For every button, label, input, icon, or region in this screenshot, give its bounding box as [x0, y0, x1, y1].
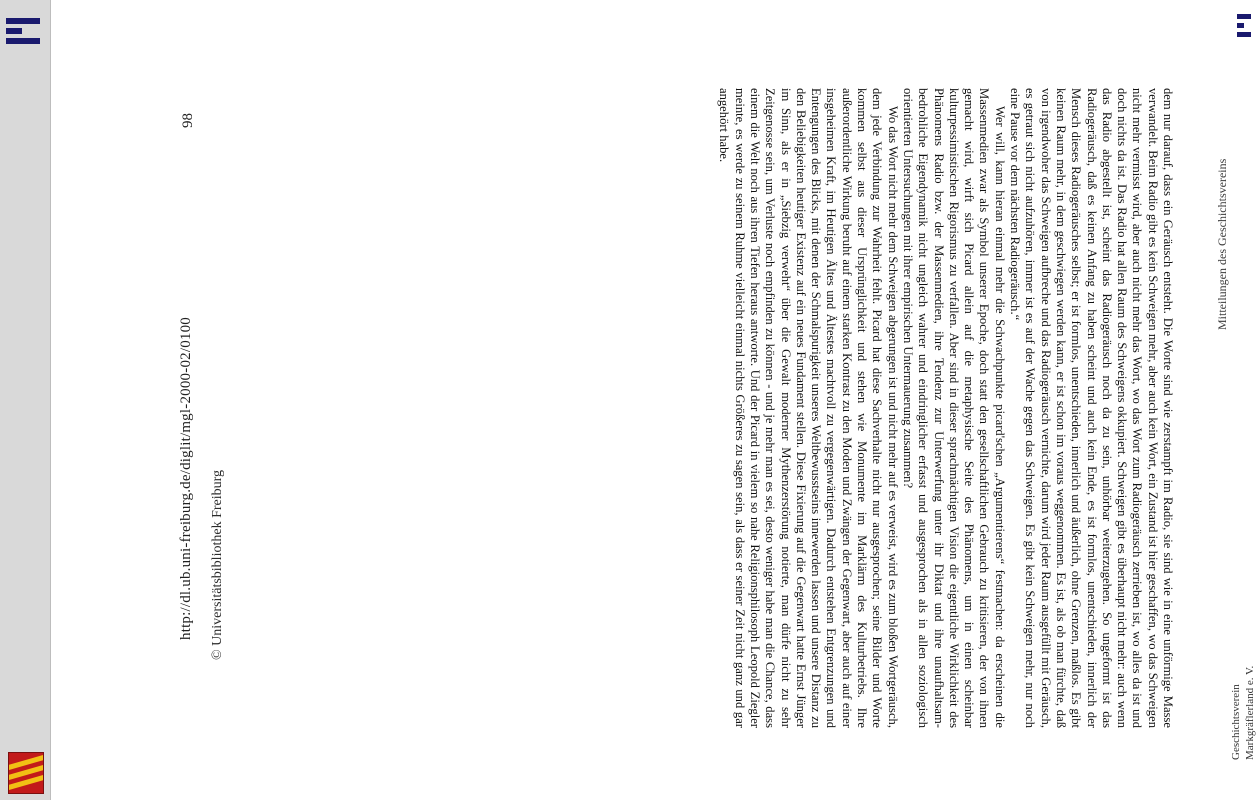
- scan-edge-strip: [0, 0, 51, 800]
- right-registration-marks: [1237, 14, 1251, 41]
- coat-of-arms-emblem: [8, 752, 44, 794]
- registration-mark-bar: [1237, 32, 1251, 37]
- digitisation-url[interactable]: http://dl.ub.uni-freiburg.de/diglit/mgl-2000-02/0100: [178, 316, 194, 640]
- society-name-label: Geschichtsverein Markgräflerland e. V.: [1230, 665, 1256, 760]
- registration-mark-bar: [6, 28, 22, 34]
- registration-marks: [6, 18, 40, 48]
- registration-mark-bar: [6, 38, 40, 44]
- copyright-notice: © Universitätsbibliothek Freiburg: [210, 469, 225, 660]
- text-column-inner: [716, 88, 1175, 728]
- paragraph-3: Wo das Wort nicht mehr dem Schweigen abgerungen ist und nicht mehr auf es verweist, wird es zum bloßen Wortgeräusch, dem jede Verbindung zur Wahrheit fehlt. Picard hat diese Sachverhalte nicht nur ausgesprochen; seine Bilder und Worte kommen selbst aus dieser Ursprünglichkeit und stehen wie Monumente im Marklärm des Kulturbetriebs. Ihre außerordentliche Wirkung beruht auf einem starken Kontrast zu den Moden und Zwängen der Gegenwart, aber auch auf einer insgeheimen Kraft, im Heutigen Ältes und Ältestes machtvoll zu vergegenwärtigen. Dadurch entstehen Entgrenzungen und Entengungen des Blicks, mit denen der Schmalspurigkeit unseres Weltbewusstseins innewerden lassen und unsere Distanz zu den Beliebigkeiten heutiger Existenz auf ein neues Fundament stellen. Diese Fixierung auf die Gegenwart hatte Ernst Jünger im Sinn, als er in „Siebzig verweht“ über die Gewalt moderner Mythenzerstörung notierte, man dürfe nicht zu sehr Zeitgenosse sein, um Verluste noch empfinden zu können - und je mehr man es sei, desto weniger habe man die Chance, dass einem die Welt noch aus ihren Tiefen heraus antworte. Und der Picard in vielem so nahe Religionsphilosoph Leopold Ziegler meinte, es werde zu seinem Ruhme vielleicht einmal nichts Größeres zu sagen sein, als dass er seiner Zeit nicht ganz und gar angehört habe.: [717, 88, 900, 728]
- paragraph-2: Wer will, kann hieran einmal mehr die Schwachpunkte picard'schen „Argumentierens“ festmachen: da erscheinen die Massenmedien zwar als Symbol unserer Epoche, doch statt den gesellschaftlichen Gebrauch zu kritisieren, der von ihnen gemacht wird, wirft sich Picard allein auf die metaphysische Seite des Phänomens, um in einen scheinbar kulturpessimistischen Rigorismus zu verfallen. Aber sind in dieser sprachmächtigen Vision die eigentliche Wirklichkeit des Phänomens Radio bzw. der Massenmedien, ihre Tendenz zur Unterwerfung unter ihr Diktat und ihre unaufhaltsam-bedrohliche Eigendynamik nicht ungleich wahrer und eindringlicher erfasst und ausgesprochen als in allen soziologisch orientierten Untersuchungen mit ihrer empirischen Untermauerung zusammen?: [900, 88, 1007, 728]
- paragraph-1: dem nur darauf, dass ein Geräusch entsteht. Die Worte sind wie zerstampft im Radio, sie sind wie in eine unförmige Masse verwandelt. Beim Radio gibt es kein Schweigen mehr, aber auch kein Wort, ein Zustand ist hier geschaffen, wo das Schweigen nicht mehr vermisst wird, aber auch nicht mehr das Wort, wo das Wort zum Radiogeräusch zerrieben ist, wo alles da ist und doch nichts da ist. Das Radio hat allen Raum des Schweigens okkupiert. Schweigen gibt es überhaupt nicht mehr: auch wenn das Radio abgestellt ist, scheint das Radiogeräusch noch da zu sein, unhörbar weiterzugehen. So ungeformt ist das Radiogeräusch, daß es keinen Anfang zu haben scheint und auch kein Ende, es ist formlos, unentschieden, innerlich der Mensch dieses Radiogeräusches selbst; er ist formlos, unentschieden, innerlich und äußerlich, ohne Grenzen, maßlos. Es gibt keinen Raum mehr, in dem geschwiegen werden kann, er ist schon im voraus weggenommen. Es ist, als ob man fürchte, daß von irgendwoher das Schweigen aufbreche und das Radiogeräusch vernichte, darum wird jeder Raum ausgefüllt mit Geräusch, es getraut sich nicht aufzuhören, immer ist es auf der Wache gegen das Schweigen. Es gibt kein Schweigen mehr, nur noch eine Pause vor dem nächsten Radiogeräusch.“: [1008, 88, 1175, 728]
- running-header: Mitteilungen des Geschichtsvereins: [1215, 158, 1229, 330]
- registration-mark-bar: [1237, 14, 1251, 19]
- registration-mark-bar: [1237, 23, 1244, 28]
- registration-mark-bar: [6, 18, 40, 24]
- page-text-column: [716, 88, 1175, 728]
- page-number: 98: [180, 113, 196, 128]
